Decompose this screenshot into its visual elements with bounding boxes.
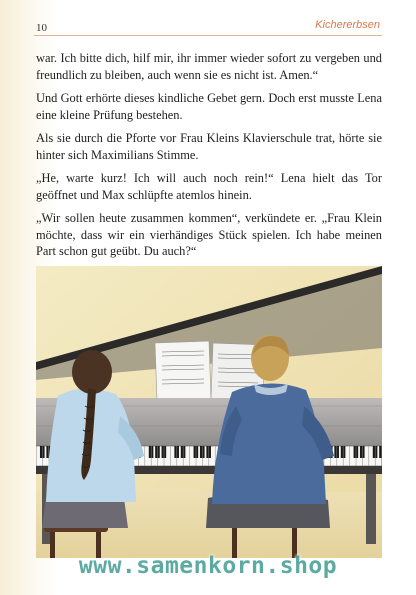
paragraph: Und Gott erhörte dieses kindliche Gebet gern. Doch erst musste Lena eine kleine Prüfung bestehen.: [36, 91, 382, 122]
paragraph: war. Ich bitte dich, hilf mir, ihr immer wieder sofort zu vergeben und freundlich zu bleiben, auch wenn sie es nicht ist. Amen.“: [36, 51, 382, 82]
watermark: www.samenkorn.shop: [78, 553, 338, 579]
page-number: 10: [36, 22, 47, 34]
paragraph: Als sie durch die Pforte vor Frau Kleins Klavierschule trat, hörte sie hinter sich Maximilians Stimme.: [36, 131, 382, 162]
paragraph: „He, warte kurz! Ich will auch noch rein!“ Lena hielt das Tor geöffnet und Max schlüpfte atemlos hinein.: [36, 171, 382, 202]
body-text: [36, 50, 382, 267]
piano-illustration: [36, 266, 382, 558]
running-title: Kichererbsen: [315, 19, 380, 31]
paragraph: „Wir sollen heute zusammen kommen“, verkündete er. „Frau Klein möchte, dass wir ein vierhändiges Stück spielen. Ich habe meinen Part schon gut geübt. Du auch?“: [36, 211, 382, 258]
page-header: [0, 0, 416, 40]
header-divider: [34, 35, 382, 36]
piano-leg: [366, 474, 376, 544]
